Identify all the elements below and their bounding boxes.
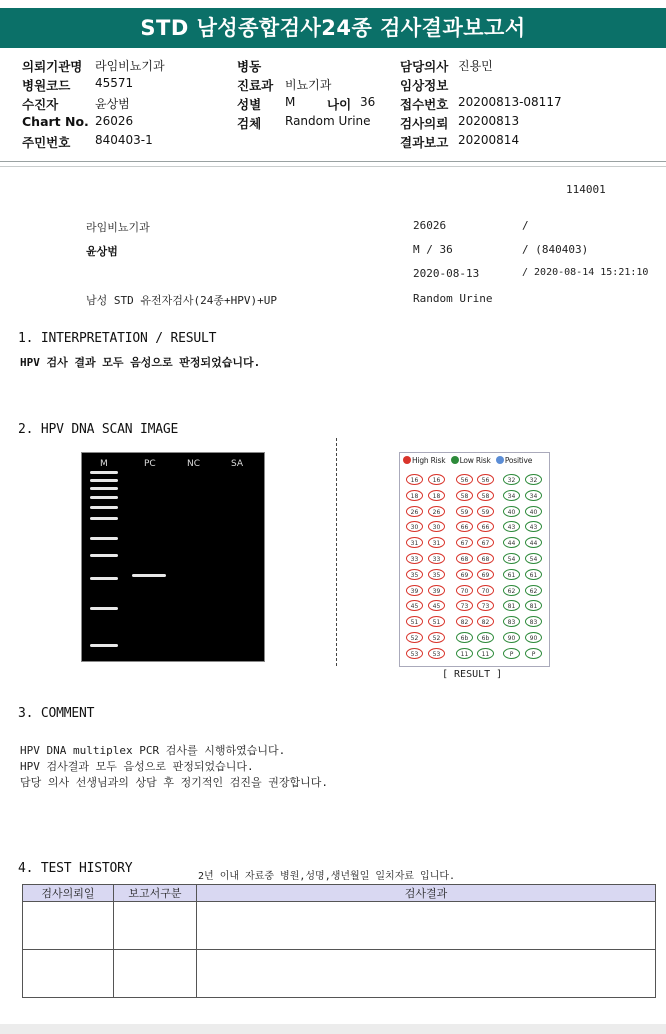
summary-chart-no: 26026 [413, 219, 447, 232]
hpv-type-cell: 69 [477, 569, 494, 580]
hpv-type-cell: 58 [456, 490, 473, 501]
patient-field-label: 의뢰기관명 [22, 59, 83, 74]
test-history-note: 2년 이내 자료중 병원,성명,생년월일 일치자료 입니다. [198, 871, 456, 882]
marker-band [90, 471, 118, 474]
legend-low-risk: Low Risk [459, 456, 491, 465]
summary-request-date: 2020-08-13 [413, 267, 480, 280]
test-history-table [22, 884, 656, 998]
sex-label: 성별 [237, 97, 262, 112]
hpv-type-cell: 56 [456, 474, 473, 485]
hpv-scan-panel [399, 452, 550, 667]
sex-value: M [285, 95, 296, 109]
hpv-type-cell: 6b [477, 632, 494, 643]
hpv-type-cell: 26 [428, 506, 445, 517]
scan-legend [403, 456, 532, 465]
patient-field-value: 45571 [95, 76, 134, 90]
hpv-type-cell: 83 [503, 616, 520, 627]
hpv-type-cell: 81 [525, 600, 542, 611]
hpv-type-cell: 39 [428, 585, 445, 596]
section-scan-image-title: 2. HPV DNA SCAN IMAGE [18, 422, 179, 437]
hpv-type-cell: 54 [525, 553, 542, 564]
hpv-type-cell: 35 [406, 569, 423, 580]
hpv-type-cell: 62 [525, 585, 542, 596]
pc-band [132, 574, 166, 577]
summary-sex-age: M / 36 [413, 243, 453, 256]
header-divider [0, 161, 666, 162]
specimen-label: 검체 [237, 116, 262, 131]
header-divider-light [0, 166, 666, 167]
column-header-request-date: 검사의뢰일 [23, 885, 114, 902]
hpv-type-cell: 34 [503, 490, 520, 501]
hpv-type-cell: 66 [477, 521, 494, 532]
patient-field-value: 라임비뇨기과 [95, 59, 165, 73]
hpv-type-cell: 70 [477, 585, 494, 596]
hpv-type-cell: 43 [525, 521, 542, 532]
hpv-type-cell: 70 [456, 585, 473, 596]
hpv-type-cell: 30 [406, 521, 423, 532]
legend-high-risk: High Risk [412, 456, 446, 465]
hpv-type-cell: 73 [456, 600, 473, 611]
hpv-type-cell: 59 [477, 506, 494, 517]
marker-band [90, 577, 118, 580]
summary-report-datetime: / 2020-08-14 15:21:10 [522, 267, 649, 278]
patient-field-value: 26026 [95, 114, 134, 128]
hpv-type-cell: 69 [456, 569, 473, 580]
hpv-type-cell: 16 [428, 474, 445, 485]
comment-line: HPV DNA multiplex PCR 검사를 시행하였습니다. [20, 744, 286, 757]
patient-field-label: 주민번호 [22, 135, 71, 150]
age-label: 나이 [327, 97, 352, 112]
patient-field-value: 윤상범 [95, 97, 130, 111]
patient-field-label: 수진자 [22, 97, 59, 112]
department-label: 진료과 [237, 78, 274, 93]
hpv-type-cell: 11 [477, 648, 494, 659]
marker-band [90, 506, 118, 509]
marker-band [90, 496, 118, 499]
section-comment-title: 3. COMMENT [18, 706, 95, 721]
summary-specimen: Random Urine [413, 292, 493, 305]
hpv-type-cell: 31 [406, 537, 423, 548]
summary-slash: / [522, 219, 529, 232]
hpv-type-cell: 62 [503, 585, 520, 596]
hpv-type-cell: P [525, 648, 542, 659]
lab-field-label: 담당의사 [400, 59, 449, 74]
scan-result-caption: [ RESULT ] [442, 669, 503, 680]
patient-field-label: Chart No. [22, 114, 89, 129]
hpv-type-cell: 56 [477, 474, 494, 485]
hpv-type-cell: 40 [503, 506, 520, 517]
hpv-type-cell: 53 [428, 648, 445, 659]
summary-hospital: 라임비뇨기과 [86, 221, 150, 234]
lab-field-label: 접수번호 [400, 97, 449, 112]
hpv-type-cell: 26 [406, 506, 423, 517]
hpv-type-cell: 90 [525, 632, 542, 643]
hpv-type-cell: 45 [406, 600, 423, 611]
hpv-type-cell: 67 [477, 537, 494, 548]
positive-dot-icon [496, 456, 504, 464]
hpv-type-cell: 82 [477, 616, 494, 627]
hpv-type-cell: 43 [503, 521, 520, 532]
low-risk-dot-icon [451, 456, 459, 464]
lab-field-label: 결과보고 [400, 135, 449, 150]
hpv-type-cell: 34 [525, 490, 542, 501]
hpv-type-cell: 30 [428, 521, 445, 532]
hpv-type-cell: 33 [428, 553, 445, 564]
age-value: 36 [360, 95, 376, 109]
hpv-type-cell: 61 [503, 569, 520, 580]
hpv-type-cell: 52 [428, 632, 445, 643]
hpv-type-cell: 33 [406, 553, 423, 564]
hpv-type-cell: 16 [406, 474, 423, 485]
marker-band [90, 517, 118, 520]
hpv-type-cell: 83 [525, 616, 542, 627]
hpv-type-cell: 67 [456, 537, 473, 548]
legend-positive: Positive [504, 456, 533, 465]
department-value: 비뇨기과 [285, 78, 332, 92]
gel-lane-label: NC [187, 459, 201, 469]
column-header-result: 검사결과 [197, 885, 656, 902]
ward-label: 병동 [237, 59, 262, 74]
marker-band [90, 537, 118, 540]
lab-field-label: 검사의뢰 [400, 116, 449, 131]
section-test-history-title: 4. TEST HISTORY [18, 861, 133, 876]
hpv-type-cell: 52 [406, 632, 423, 643]
hpv-type-cell: 40 [525, 506, 542, 517]
hpv-type-cell: 39 [406, 585, 423, 596]
hpv-type-cell: 68 [456, 553, 473, 564]
hpv-type-cell: 11 [456, 648, 473, 659]
hpv-type-cell: 44 [503, 537, 520, 548]
marker-band [90, 479, 118, 482]
hpv-type-cell: 54 [503, 553, 520, 564]
summary-test-name: 남성 STD 유전자검사(24종+HPV)+UP [86, 294, 277, 307]
hpv-type-cell: 81 [503, 600, 520, 611]
lab-field-value: 20200813 [458, 114, 520, 128]
hpv-type-cell: 32 [503, 474, 520, 485]
summary-patient-name: 윤상범 [86, 245, 118, 258]
hpv-type-cell: 68 [477, 553, 494, 564]
marker-band [90, 644, 118, 647]
hpv-type-cell: 82 [456, 616, 473, 627]
table-row [23, 902, 656, 950]
column-header-report-type: 보고서구분 [114, 885, 197, 902]
comment-line: 담당 의사 선생님과의 상담 후 정기적인 검진을 권장합니다. [20, 776, 329, 789]
gel-lane-label: M [100, 459, 108, 469]
gel-lane-label: SA [231, 459, 244, 469]
hpv-type-cell: 35 [428, 569, 445, 580]
summary-birth: / (840403) [522, 243, 589, 256]
specimen-value: Random Urine [285, 114, 371, 128]
gel-lane-label: PC [144, 459, 156, 469]
hpv-type-cell: 31 [428, 537, 445, 548]
comment-line: HPV 검사결과 모두 음성으로 판정되었습니다. [20, 760, 254, 773]
hpv-type-cell: 90 [503, 632, 520, 643]
lab-field-label: 임상정보 [400, 78, 449, 93]
hpv-type-cell: 18 [406, 490, 423, 501]
section-interpretation-title: 1. INTERPRETATION / RESULT [18, 331, 217, 346]
hpv-type-cell: 45 [428, 600, 445, 611]
table-header-row [23, 885, 656, 902]
gel-electrophoresis-image [81, 452, 265, 662]
table-row [23, 950, 656, 998]
patient-field-value: 840403-1 [95, 133, 153, 147]
marker-band [90, 554, 118, 557]
high-risk-dot-icon [403, 456, 411, 464]
page-footer-bar [0, 1024, 666, 1034]
report-code: 114001 [566, 183, 606, 196]
patient-field-label: 병원코드 [22, 78, 71, 93]
marker-band [90, 607, 118, 610]
hpv-type-cell: 73 [477, 600, 494, 611]
marker-band [90, 487, 118, 490]
hpv-type-cell: 66 [456, 521, 473, 532]
hpv-type-cell: 51 [406, 616, 423, 627]
hpv-type-cell: 61 [525, 569, 542, 580]
hpv-type-cell: 18 [428, 490, 445, 501]
lab-field-value: 20200814 [458, 133, 520, 147]
lab-field-value: 20200813-08117 [458, 95, 562, 109]
lab-field-value: 진용민 [458, 59, 493, 73]
section-divider-dashed [336, 438, 337, 666]
report-title: STD 남성종합검사24종 검사결과보고서 [0, 8, 666, 48]
hpv-type-cell: 6b [456, 632, 473, 643]
hpv-type-cell: 59 [456, 506, 473, 517]
hpv-type-cell: P [503, 648, 520, 659]
hpv-type-cell: 58 [477, 490, 494, 501]
hpv-type-cell: 32 [525, 474, 542, 485]
hpv-type-cell: 44 [525, 537, 542, 548]
interpretation-result-text: HPV 검사 결과 모두 음성으로 판정되었습니다. [20, 356, 261, 369]
hpv-type-cell: 51 [428, 616, 445, 627]
hpv-type-cell: 53 [406, 648, 423, 659]
